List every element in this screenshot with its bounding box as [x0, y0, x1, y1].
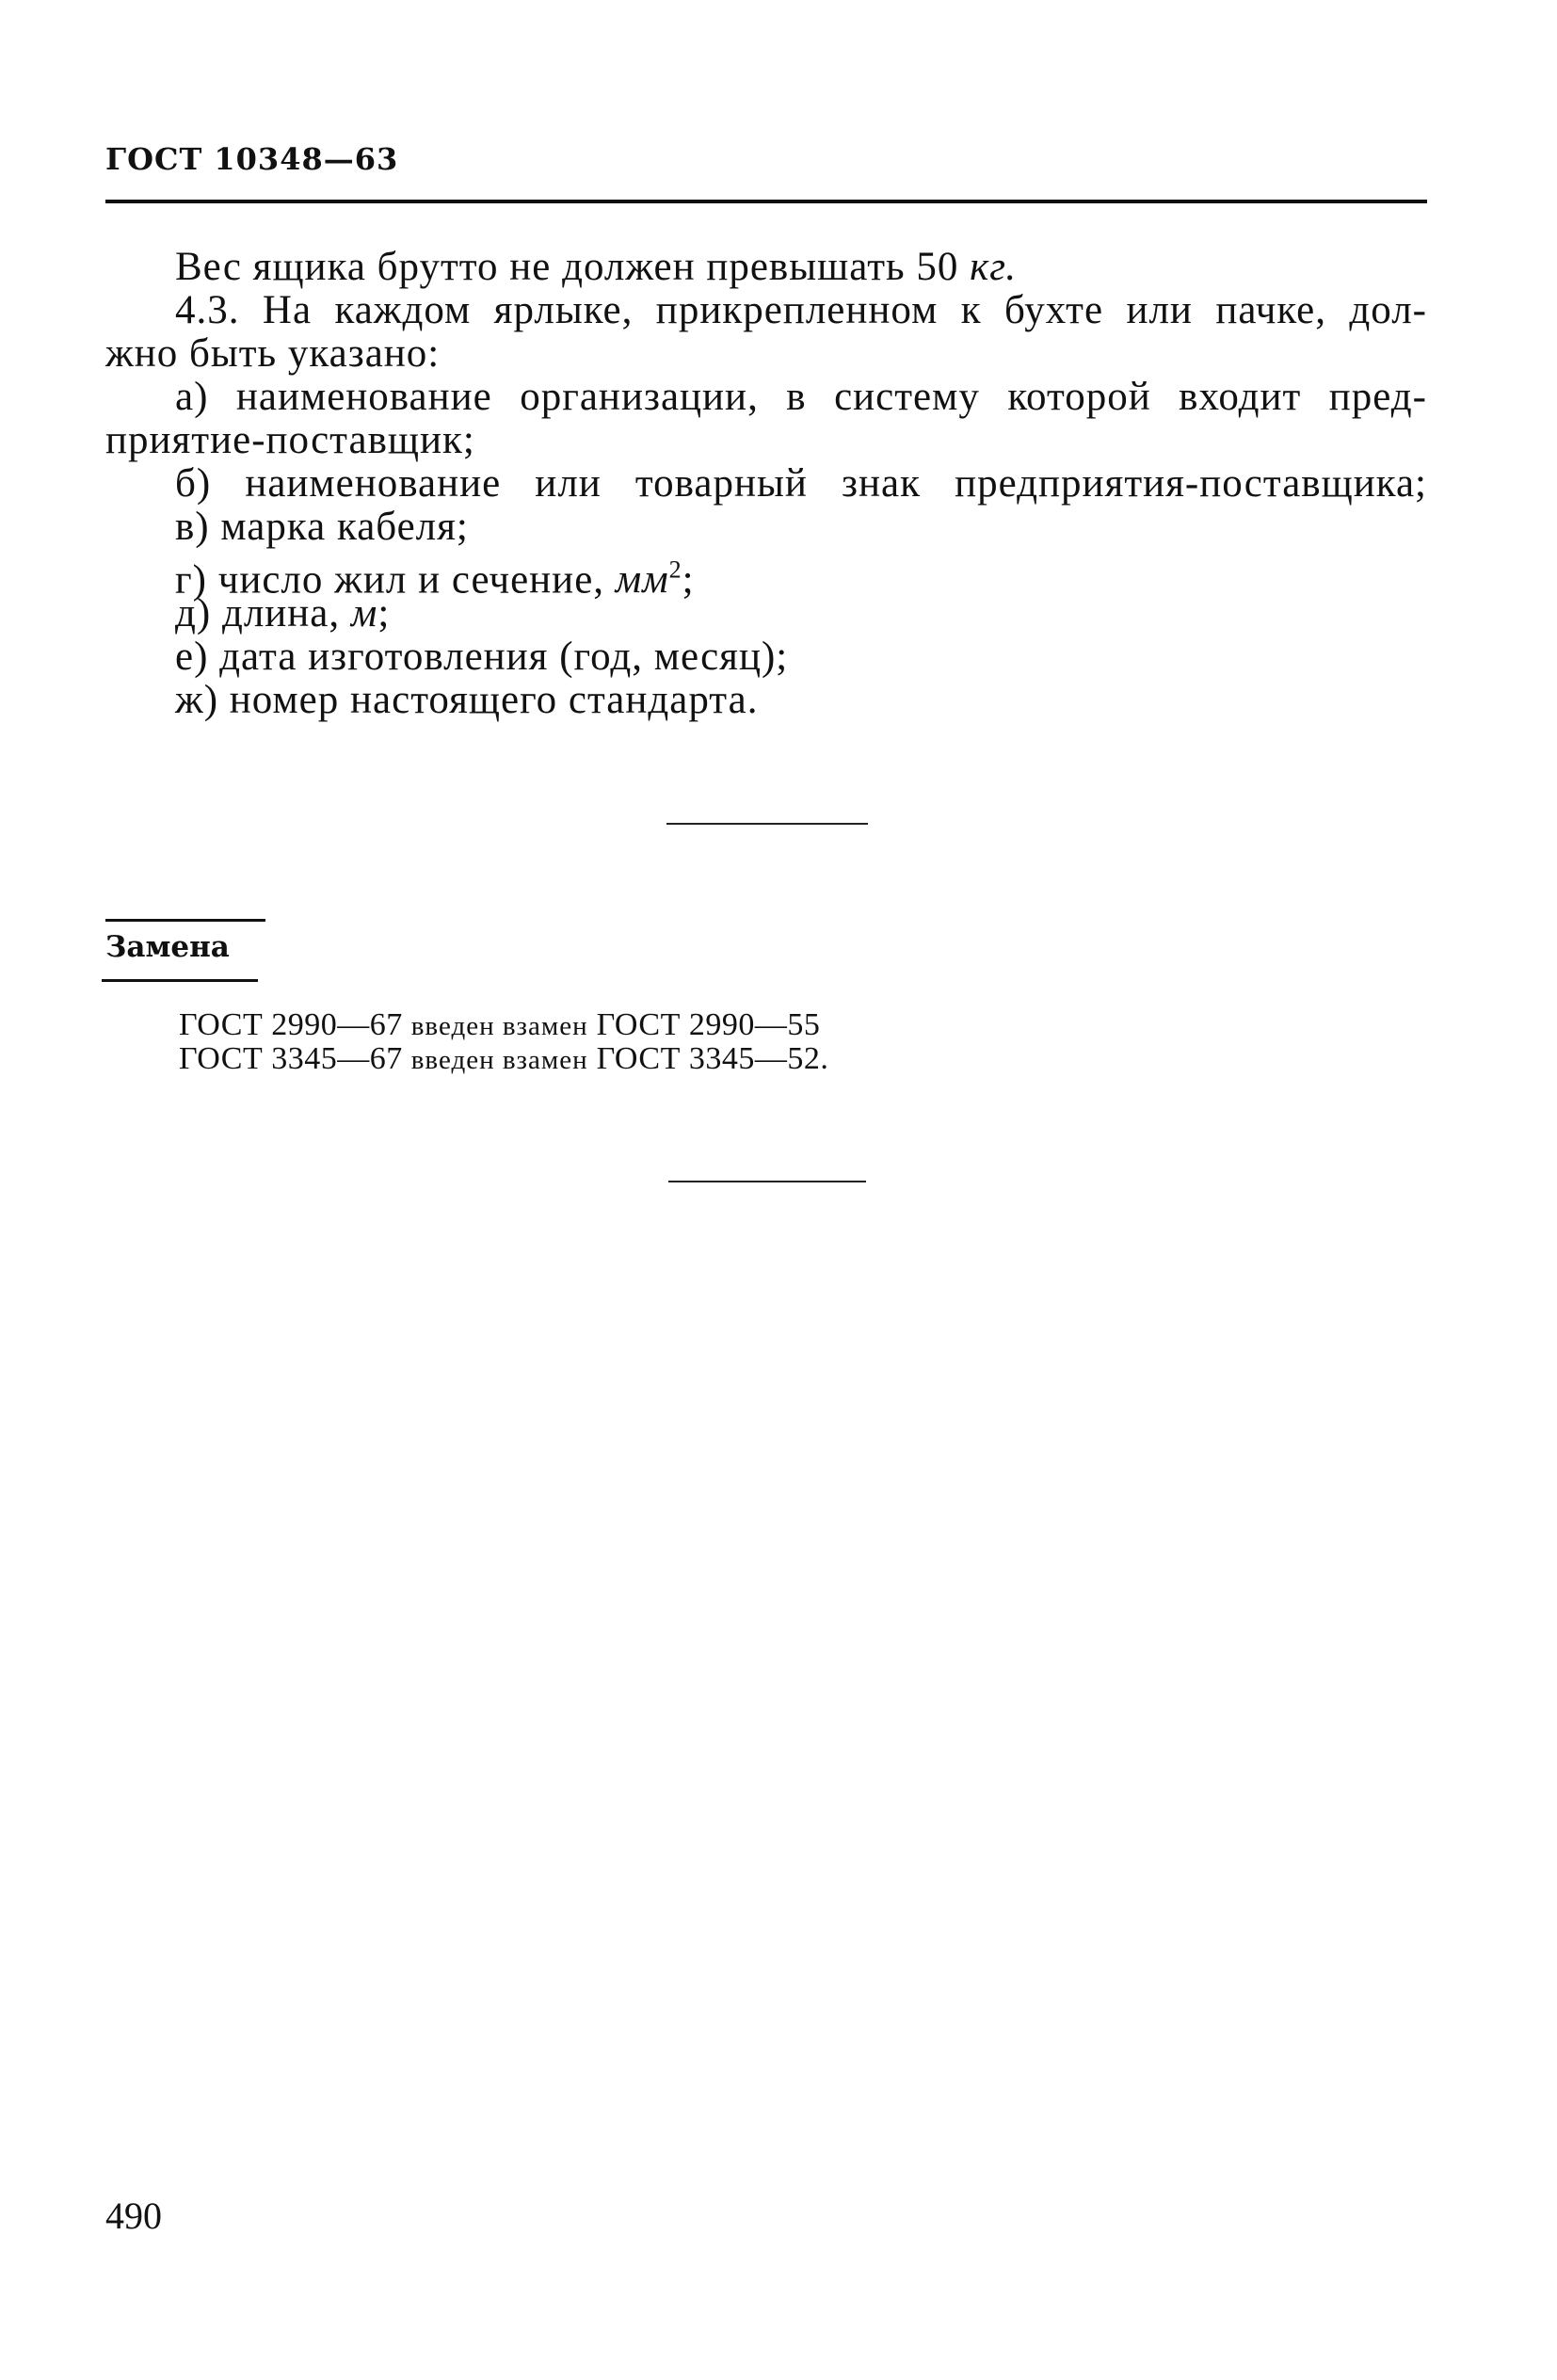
item-e: е) дата изготовления (год, месяц);	[175, 635, 789, 679]
weight-unit: кг.	[970, 245, 1018, 289]
item-a-line2: приятие-поставщик;	[105, 418, 475, 462]
header-rule	[105, 200, 1427, 203]
weight-line	[105, 247, 1497, 287]
item-b: б) наименование или товарный знак предприятия-поставщика;	[175, 461, 1427, 506]
clause-4-3-line2: жно быть указано:	[105, 331, 441, 376]
item-zh: ж) номер настоящего стандарта.	[175, 678, 759, 722]
page-number: 490	[105, 2195, 162, 2237]
item-a-line1: а) наименование организации, в систему которой входит пред-	[175, 375, 1427, 419]
replacement-row: ГОСТ 2990—67 введен взамен ГОСТ 2990—55	[179, 1007, 821, 1042]
replacement-title-rule-bottom	[102, 979, 258, 982]
item-g-text: г) число жил и сечение,	[175, 557, 605, 603]
item-d-text: д) длина,	[175, 591, 341, 635]
replacement-title-rule-top	[105, 919, 265, 922]
item-g-unit: $мм^2$	[615, 556, 682, 603]
replacement-title: Замена	[105, 930, 230, 964]
replacement-row: ГОСТ 3345—67 введен взамен ГОСТ 3345—52.	[179, 1041, 829, 1076]
section-divider-bottom	[668, 1181, 866, 1182]
item-g: г) число жил и сечение, $мм^2$;	[175, 556, 695, 603]
document-header: ГОСТ 10348—63	[105, 141, 399, 177]
clause-4-3-line1: 4.3. На каждом ярлыке, прикрепленном к бухте или пачке, дол-	[175, 288, 1427, 332]
item-v: в) марка кабеля;	[175, 505, 469, 549]
item-d: д) длина, м;	[175, 591, 391, 635]
weight-text: Вес ящика брутто не должен превышать 50	[175, 245, 959, 289]
item-d-unit: м	[350, 591, 378, 635]
section-divider-top	[666, 823, 868, 825]
